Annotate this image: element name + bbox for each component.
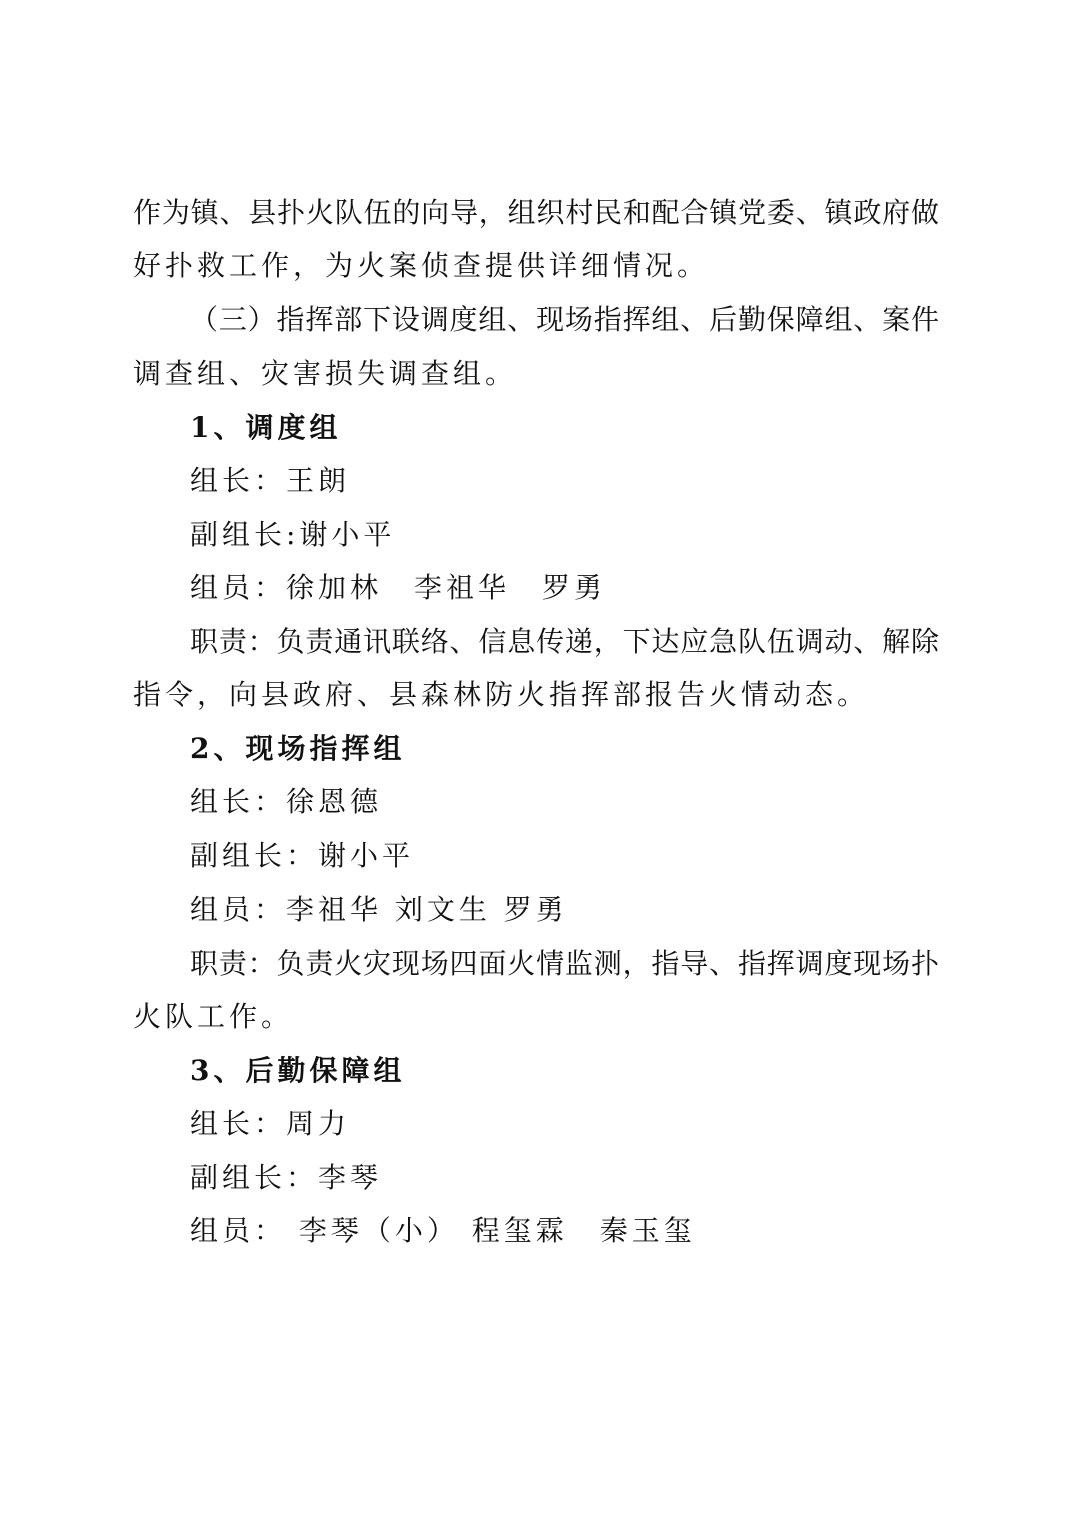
duty-line: 指令，向县政府、县森林防火指挥部报告火情动态。 [133,678,870,711]
deputy-leader: 副组长:谢小平 [190,518,396,551]
paragraph-line: 作为镇、县扑火队伍的向导，组织村民和配合镇党委、镇政府做 [133,196,939,229]
paragraph-line: 好扑救工作，为火案侦查提供详细情况。 [133,249,710,282]
duty-line: 火队工作。 [133,1000,294,1033]
section-heading: 3、后勤保障组 [190,1054,406,1087]
group-members: 组员： 李琴（小） 程玺霖 秦玉玺 [190,1214,696,1247]
paragraph-line: （三）指挥部下设调度组、现场指挥组、后勤保障组、案件 [190,303,939,336]
group-members: 组员：李祖华 刘文生 罗勇 [190,893,568,926]
deputy-leader: 副组长：李琴 [190,1161,383,1194]
duty-line: 职责：负责火灾现场四面火情监测，指导、指挥调度现场扑 [190,947,939,980]
duty-line: 职责：负责通讯联络、信息传递，下达应急队伍调动、解除 [190,625,939,658]
section-heading: 2、现场指挥组 [190,732,406,765]
group-leader: 组长：周力 [190,1107,351,1140]
paragraph-line: 调查组、灾害损失调查组。 [133,357,518,390]
group-members: 组员：徐加林 李祖华 罗勇 [190,571,607,604]
group-leader: 组长：徐恩德 [190,785,383,818]
group-leader: 组长：王朗 [190,464,351,497]
deputy-leader: 副组长：谢小平 [190,839,415,872]
section-heading: 1、调度组 [190,411,342,444]
